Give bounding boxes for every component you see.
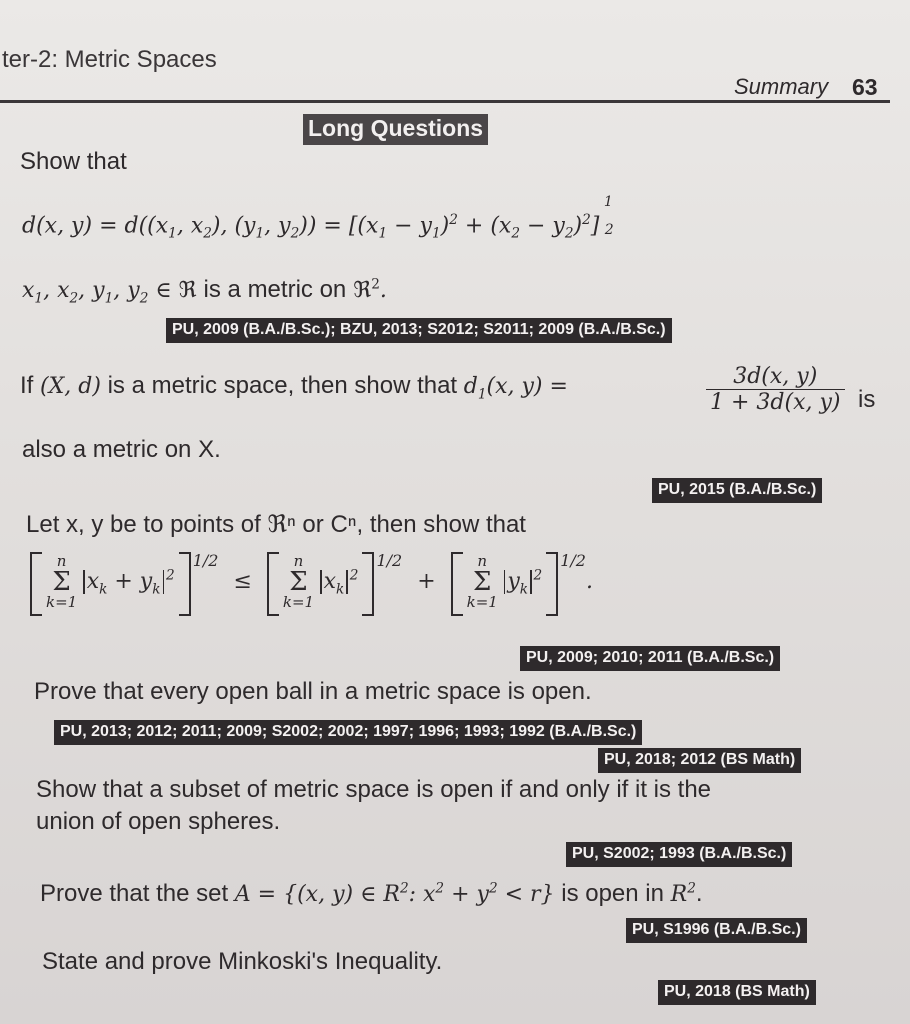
q1-reference: PU, 2009 (B.A./B.Sc.); BZU, 2013; S2012; S2011; 2009 (B.A./B.Sc.) — [166, 318, 672, 343]
q2-reference: PU, 2015 (B.A./B.Sc.) — [652, 478, 822, 503]
q3-inequality: n Σ k=1 $x_k + y_k^2$ $^{1/2}$ ≤ n Σ k=1 $x_k^2$ $^{1/2}$ + n Σ k=1 $y_k^2$ $^{1/2}$. — [30, 552, 593, 616]
q2-text: If (X, d) is a metric space, then show that $d_1(x$, y) = — [20, 372, 568, 403]
q1-formula: d(x, $y) = d((x_1$, $x_2$), ($y_1$, $y_2)) = [(x_1 - y_1)^2 + (x_2 - y_2)^2]$ $^1$2 — [22, 194, 614, 242]
q2-continuation: also a metric on X. — [22, 436, 221, 463]
q1-condition: $x_1$, $x_2$, $y_1$, $y_2$ ∈ ℜ is a metric on ℜ$^2$. — [22, 276, 387, 307]
q4-reference: PU, 2013; 2012; 2011; 2009; S2002; 2002; 1997; 1996; 1993; 1992 (B.A./B.Sc.) — [54, 720, 642, 745]
q2-fraction: $\frac{3d(x, y)}{1 + 3d(x, y)}$ — [706, 364, 845, 415]
q7-text: State and prove Minkoski's Inequality. — [42, 948, 443, 975]
q6-text: Prove that the set A = {(x, y) ∈ $R^2$: $x^2 + y^2 < r$} is open in $R^2$. — [40, 880, 703, 907]
header-rule — [0, 100, 890, 103]
q2-is: is — [858, 386, 876, 413]
q3-text: Let x, y be to points of ℜⁿ or Cⁿ, then show that — [26, 511, 526, 538]
q3-reference: PU, 2009; 2010; 2011 (B.A./B.Sc.) — [520, 646, 780, 671]
q5-text-line2: union of open spheres. — [36, 808, 281, 835]
page-number: 63 — [852, 74, 878, 100]
chapter-title: ter-2: Metric Spaces — [2, 46, 217, 73]
q1-intro: Show that — [20, 148, 127, 175]
q5-text-line1: Show that a subset of metric space is open if and only if it is the — [36, 776, 712, 803]
q4-text: Prove that every open ball in a metric space is open. — [34, 678, 592, 705]
section-heading: Long Questions — [303, 114, 488, 145]
section-summary-label: Summary — [734, 74, 829, 99]
q4-reference-2: PU, 2018; 2012 (BS Math) — [598, 748, 801, 773]
q5-reference: PU, S2002; 1993 (B.A./B.Sc.) — [566, 842, 792, 867]
q6-reference: PU, S1996 (B.A./B.Sc.) — [626, 918, 807, 943]
q7-reference: PU, 2018 (BS Math) — [658, 980, 816, 1005]
